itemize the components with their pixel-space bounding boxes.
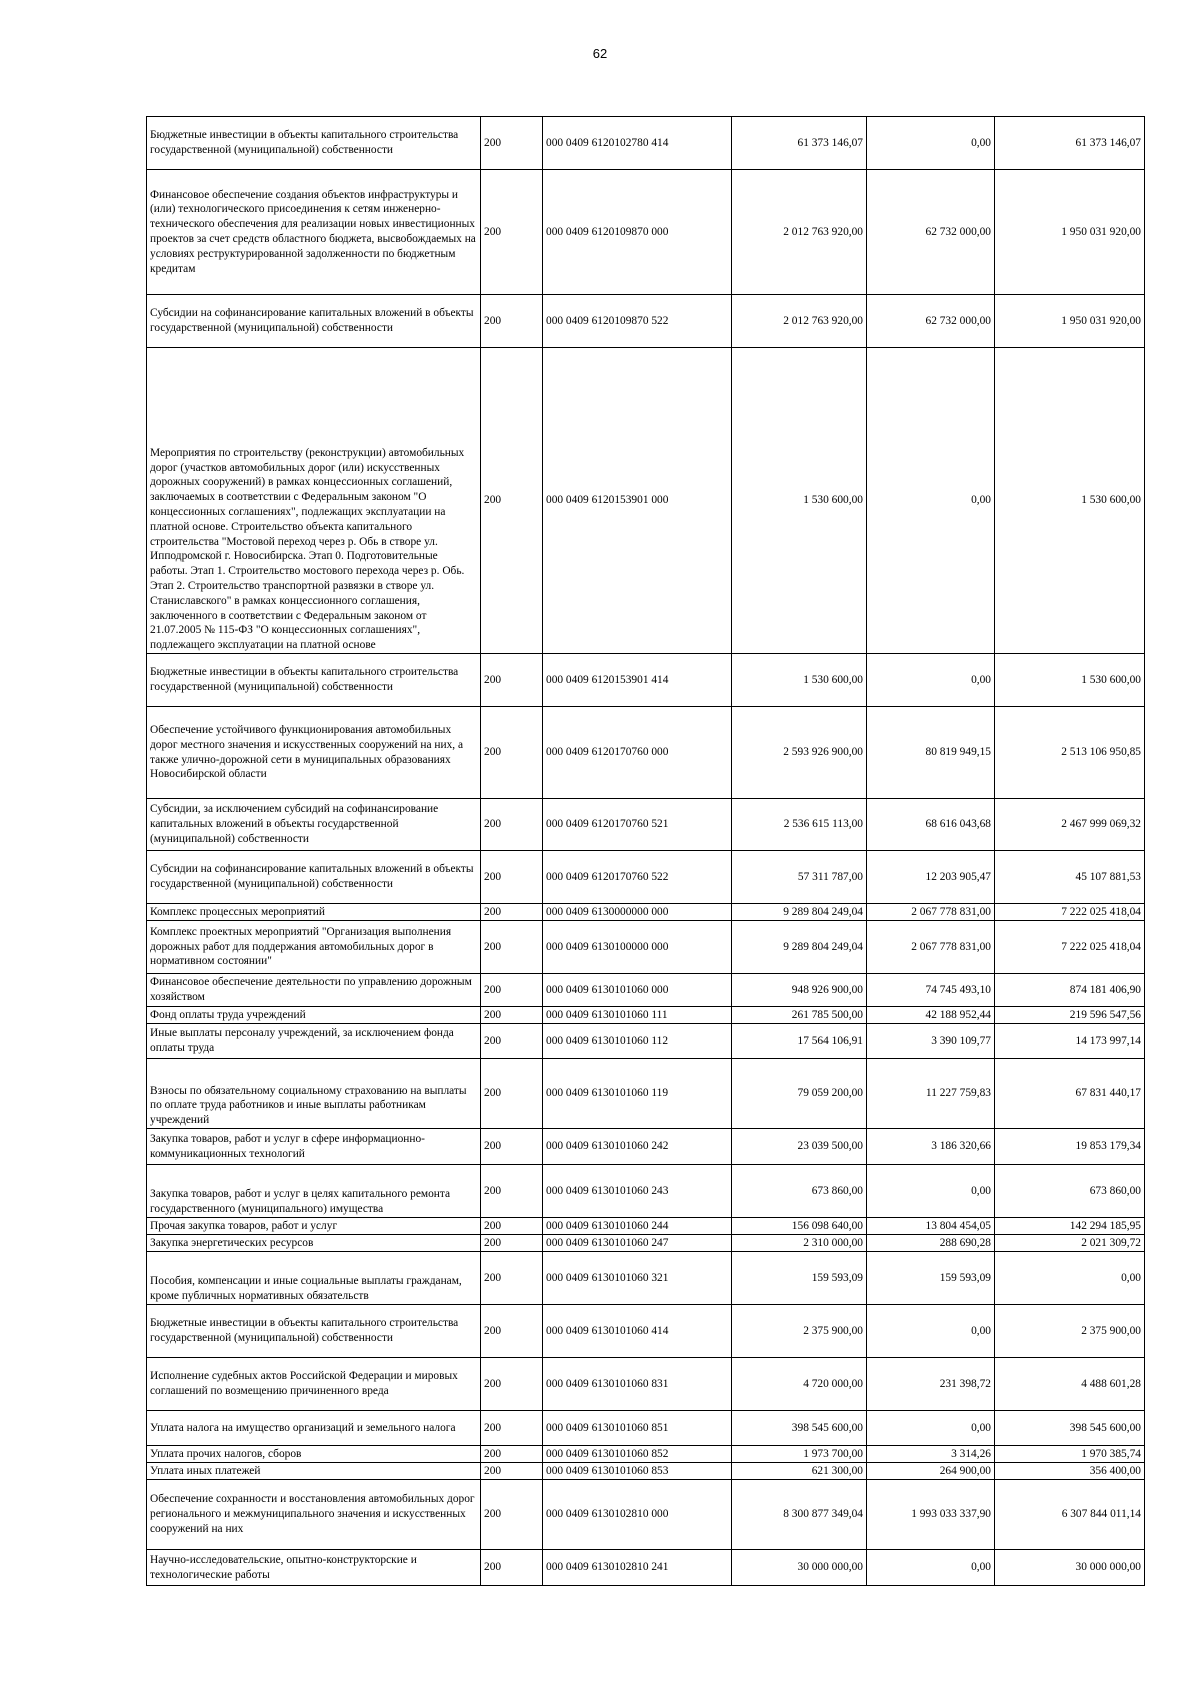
table-row [147,1252,1145,1305]
row-kbk: 000 0409 6130101060 321 [543,1252,732,1305]
row-executed: 62 732 000,00 [867,170,995,295]
table-row [147,654,1145,707]
row-code: 200 [481,1129,543,1165]
row-unexecuted: 4 488 601,28 [995,1358,1145,1411]
row-code: 200 [481,1480,543,1550]
table-row [147,170,1145,295]
row-code: 200 [481,904,543,921]
row-executed: 11 227 759,83 [867,1059,995,1129]
row-unexecuted: 7 222 025 418,04 [995,921,1145,974]
row-executed: 62 732 000,00 [867,295,995,348]
row-kbk: 000 0409 6130000000 000 [543,904,732,921]
row-approved: 673 860,00 [732,1165,867,1218]
row-code: 200 [481,1252,543,1305]
row-executed: 3 186 320,66 [867,1129,995,1165]
row-executed: 0,00 [867,654,995,707]
row-approved: 621 300,00 [732,1463,867,1480]
table-row [147,799,1145,851]
row-executed: 74 745 493,10 [867,974,995,1007]
row-approved: 1 530 600,00 [732,348,867,654]
row-name: Уплата налога на имущество организаций и земельного налога [147,1411,481,1446]
row-unexecuted: 6 307 844 011,14 [995,1480,1145,1550]
row-kbk: 000 0409 6120170760 522 [543,851,732,904]
table-row [147,1358,1145,1411]
row-approved: 61 373 146,07 [732,117,867,170]
row-executed: 0,00 [867,1305,995,1358]
row-code: 200 [481,799,543,851]
row-kbk: 000 0409 6130101060 852 [543,1446,732,1463]
row-unexecuted: 7 222 025 418,04 [995,904,1145,921]
row-unexecuted: 2 513 106 950,85 [995,707,1145,799]
row-name: Исполнение судебных актов Российской Федерации и мировых соглашений по возмещению причиненного вреда [147,1358,481,1411]
row-name: Взносы по обязательному социальному страхованию на выплаты по оплате труда работников и иные выплаты работникам учреждений [147,1059,481,1129]
row-kbk: 000 0409 6130102810 000 [543,1480,732,1550]
row-unexecuted: 61 373 146,07 [995,117,1145,170]
table-row [147,974,1145,1007]
table-row [147,1059,1145,1129]
row-name: Закупка товаров, работ и услуг в целях капитального ремонта государственного (муниципального) имущества [147,1165,481,1218]
row-unexecuted: 356 400,00 [995,1463,1145,1480]
row-approved: 1 973 700,00 [732,1446,867,1463]
row-approved: 23 039 500,00 [732,1129,867,1165]
row-name: Фонд оплаты труда учреждений [147,1007,481,1024]
row-unexecuted: 67 831 440,17 [995,1059,1145,1129]
row-kbk: 000 0409 6120153901 000 [543,348,732,654]
row-kbk: 000 0409 6130101060 851 [543,1411,732,1446]
row-approved: 2 012 763 920,00 [732,295,867,348]
row-kbk: 000 0409 6130101060 111 [543,1007,732,1024]
row-unexecuted: 1 530 600,00 [995,348,1145,654]
table-row [147,1007,1145,1024]
page-number: 62 [592,46,608,61]
table-row [147,1024,1145,1059]
row-unexecuted: 19 853 179,34 [995,1129,1145,1165]
table-row [147,1411,1145,1446]
row-approved: 261 785 500,00 [732,1007,867,1024]
row-approved: 2 310 000,00 [732,1235,867,1252]
row-unexecuted: 1 970 385,74 [995,1446,1145,1463]
table-row [147,707,1145,799]
row-name: Финансовое обеспечение создания объектов инфраструктуры и (или) технологического присоединения к сетям инженерно-технического обеспечения для реализации новых инвестиционных проектов за счет средств областного бюджета, высвобождаемых на условиях реструктурированной задолженности по бюджетным кредитам [147,170,481,295]
row-code: 200 [481,851,543,904]
row-name: Прочая закупка товаров, работ и услуг [147,1218,481,1235]
row-code: 200 [481,654,543,707]
table-row [147,1165,1145,1218]
row-name: Научно-исследовательские, опытно-конструкторские и технологические работы [147,1550,481,1586]
row-code: 200 [481,170,543,295]
row-kbk: 000 0409 6120102780 414 [543,117,732,170]
row-name: Иные выплаты персоналу учреждений, за исключением фонда оплаты труда [147,1024,481,1059]
row-name: Уплата иных платежей [147,1463,481,1480]
row-executed: 3 390 109,77 [867,1024,995,1059]
row-approved: 156 098 640,00 [732,1218,867,1235]
table-row [147,904,1145,921]
row-approved: 2 012 763 920,00 [732,170,867,295]
row-unexecuted: 142 294 185,95 [995,1218,1145,1235]
table-row [147,1446,1145,1463]
row-kbk: 000 0409 6130101060 243 [543,1165,732,1218]
row-code: 200 [481,1059,543,1129]
row-code: 200 [481,1411,543,1446]
table-row [147,1129,1145,1165]
row-kbk: 000 0409 6130102810 241 [543,1550,732,1586]
row-name: Бюджетные инвестиции в объекты капитального строительства государственной (муниципальной) собственности [147,654,481,707]
table-row [147,1463,1145,1480]
row-unexecuted: 2 021 309,72 [995,1235,1145,1252]
row-approved: 948 926 900,00 [732,974,867,1007]
row-executed: 1 993 033 337,90 [867,1480,995,1550]
row-name: Обеспечение устойчивого функционирования автомобильных дорог местного значения и искусственных сооружений на них, а также улично-дорожной сети в муниципальных образованиях Новосибирской области [147,707,481,799]
row-name: Закупка товаров, работ и услуг в сфере информационно-коммуникационных технологий [147,1129,481,1165]
table-row [147,295,1145,348]
row-code: 200 [481,1218,543,1235]
row-executed: 231 398,72 [867,1358,995,1411]
row-approved: 9 289 804 249,04 [732,921,867,974]
row-code: 200 [481,1305,543,1358]
row-name: Обеспечение сохранности и восстановления автомобильных дорог регионального и межмуниципального значения и искусственных сооружений на них [147,1480,481,1550]
row-code: 200 [481,117,543,170]
row-name: Уплата прочих налогов, сборов [147,1446,481,1463]
row-approved: 57 311 787,00 [732,851,867,904]
row-code: 200 [481,1463,543,1480]
row-approved: 17 564 106,91 [732,1024,867,1059]
row-name: Комплекс процессных мероприятий [147,904,481,921]
row-approved: 1 530 600,00 [732,654,867,707]
row-unexecuted: 45 107 881,53 [995,851,1145,904]
row-unexecuted: 0,00 [995,1252,1145,1305]
row-code: 200 [481,974,543,1007]
row-approved: 159 593,09 [732,1252,867,1305]
row-code: 200 [481,1446,543,1463]
row-unexecuted: 2 467 999 069,32 [995,799,1145,851]
table-row [147,1550,1145,1586]
row-executed: 68 616 043,68 [867,799,995,851]
row-executed: 80 819 949,15 [867,707,995,799]
row-kbk: 000 0409 6120170760 000 [543,707,732,799]
row-approved: 30 000 000,00 [732,1550,867,1586]
row-name: Субсидии на софинансирование капитальных вложений в объекты государственной (муниципальной) собственности [147,851,481,904]
row-approved: 398 545 600,00 [732,1411,867,1446]
row-executed: 0,00 [867,1165,995,1218]
table-row [147,348,1145,654]
row-executed: 2 067 778 831,00 [867,921,995,974]
row-approved: 4 720 000,00 [732,1358,867,1411]
row-kbk: 000 0409 6130100000 000 [543,921,732,974]
row-approved: 2 593 926 900,00 [732,707,867,799]
row-approved: 2 536 615 113,00 [732,799,867,851]
row-code: 200 [481,1165,543,1218]
row-kbk: 000 0409 6130101060 247 [543,1235,732,1252]
row-code: 200 [481,1235,543,1252]
row-name: Пособия, компенсации и иные социальные выплаты гражданам, кроме публичных нормативных обязательств [147,1252,481,1305]
row-code: 200 [481,707,543,799]
row-kbk: 000 0409 6130101060 414 [543,1305,732,1358]
row-executed: 0,00 [867,1550,995,1586]
row-unexecuted: 14 173 997,14 [995,1024,1145,1059]
row-kbk: 000 0409 6130101060 112 [543,1024,732,1059]
row-unexecuted: 398 545 600,00 [995,1411,1145,1446]
row-kbk: 000 0409 6120109870 522 [543,295,732,348]
table-row [147,1480,1145,1550]
row-code: 200 [481,1007,543,1024]
row-name: Бюджетные инвестиции в объекты капитального строительства государственной (муниципальной) собственности [147,1305,481,1358]
row-unexecuted: 1 950 031 920,00 [995,295,1145,348]
row-kbk: 000 0409 6130101060 119 [543,1059,732,1129]
row-code: 200 [481,921,543,974]
row-approved: 2 375 900,00 [732,1305,867,1358]
row-kbk: 000 0409 6130101060 000 [543,974,732,1007]
budget-table-body [147,117,1145,1586]
row-name: Бюджетные инвестиции в объекты капитального строительства государственной (муниципальной) собственности [147,117,481,170]
row-executed: 288 690,28 [867,1235,995,1252]
row-code: 200 [481,1358,543,1411]
table-row [147,1235,1145,1252]
row-code: 200 [481,295,543,348]
row-kbk: 000 0409 6120170760 521 [543,799,732,851]
row-kbk: 000 0409 6120153901 414 [543,654,732,707]
row-name: Субсидии, за исключением субсидий на софинансирование капитальных вложений в объекты государственной (муниципальной) собственности [147,799,481,851]
row-code: 200 [481,1550,543,1586]
budget-table [146,116,1145,1586]
table-row [147,921,1145,974]
row-approved: 79 059 200,00 [732,1059,867,1129]
table-row [147,851,1145,904]
row-name: Мероприятия по строительству (реконструкции) автомобильных дорог (участков автомобильных дорог (или) искусственных дорожных сооружений) в рамках концессионных соглашений, заключаемых в соответствии с Федеральным законом "О концессионных соглашениях", подлежащих эксплуатации на платной основе. Строительство объекта капитального строительства "Мостовой переход через р. Обь в створе ул. Ипподромской г. Новосибирска. Этап 0. Подготовительные работы. Этап 1. Строительство мостового перехода через р. Обь. Этап 2. Строительство транспортной развязки в створе ул. Станиславского" в рамках концессионного соглашения, заключенного в соответствии с Федеральным законом от 21.07.2005 № 115-ФЗ "О концессионных соглашениях", подлежащего эксплуатации на платной основе [147,348,481,654]
row-name: Субсидии на софинансирование капитальных вложений в объекты государственной (муниципальной) собственности [147,295,481,348]
row-executed: 0,00 [867,1411,995,1446]
row-executed: 42 188 952,44 [867,1007,995,1024]
row-kbk: 000 0409 6120109870 000 [543,170,732,295]
row-code: 200 [481,1024,543,1059]
row-kbk: 000 0409 6130101060 853 [543,1463,732,1480]
row-code: 200 [481,348,543,654]
row-kbk: 000 0409 6130101060 244 [543,1218,732,1235]
row-executed: 3 314,26 [867,1446,995,1463]
row-unexecuted: 219 596 547,56 [995,1007,1145,1024]
row-executed: 159 593,09 [867,1252,995,1305]
row-executed: 13 804 454,05 [867,1218,995,1235]
table-row [147,117,1145,170]
table-row [147,1305,1145,1358]
row-approved: 8 300 877 349,04 [732,1480,867,1550]
row-unexecuted: 30 000 000,00 [995,1550,1145,1586]
row-kbk: 000 0409 6130101060 831 [543,1358,732,1411]
row-name: Финансовое обеспечение деятельности по управлению дорожным хозяйством [147,974,481,1007]
row-executed: 12 203 905,47 [867,851,995,904]
row-executed: 264 900,00 [867,1463,995,1480]
row-unexecuted: 1 950 031 920,00 [995,170,1145,295]
row-unexecuted: 673 860,00 [995,1165,1145,1218]
row-unexecuted: 1 530 600,00 [995,654,1145,707]
row-kbk: 000 0409 6130101060 242 [543,1129,732,1165]
row-unexecuted: 2 375 900,00 [995,1305,1145,1358]
table-row [147,1218,1145,1235]
row-name: Закупка энергетических ресурсов [147,1235,481,1252]
row-approved: 9 289 804 249,04 [732,904,867,921]
row-executed: 0,00 [867,348,995,654]
row-unexecuted: 874 181 406,90 [995,974,1145,1007]
row-executed: 2 067 778 831,00 [867,904,995,921]
row-name: Комплекс проектных мероприятий "Организация выполнения дорожных работ для поддержания автомобильных дорог в нормативном состоянии" [147,921,481,974]
row-executed: 0,00 [867,117,995,170]
